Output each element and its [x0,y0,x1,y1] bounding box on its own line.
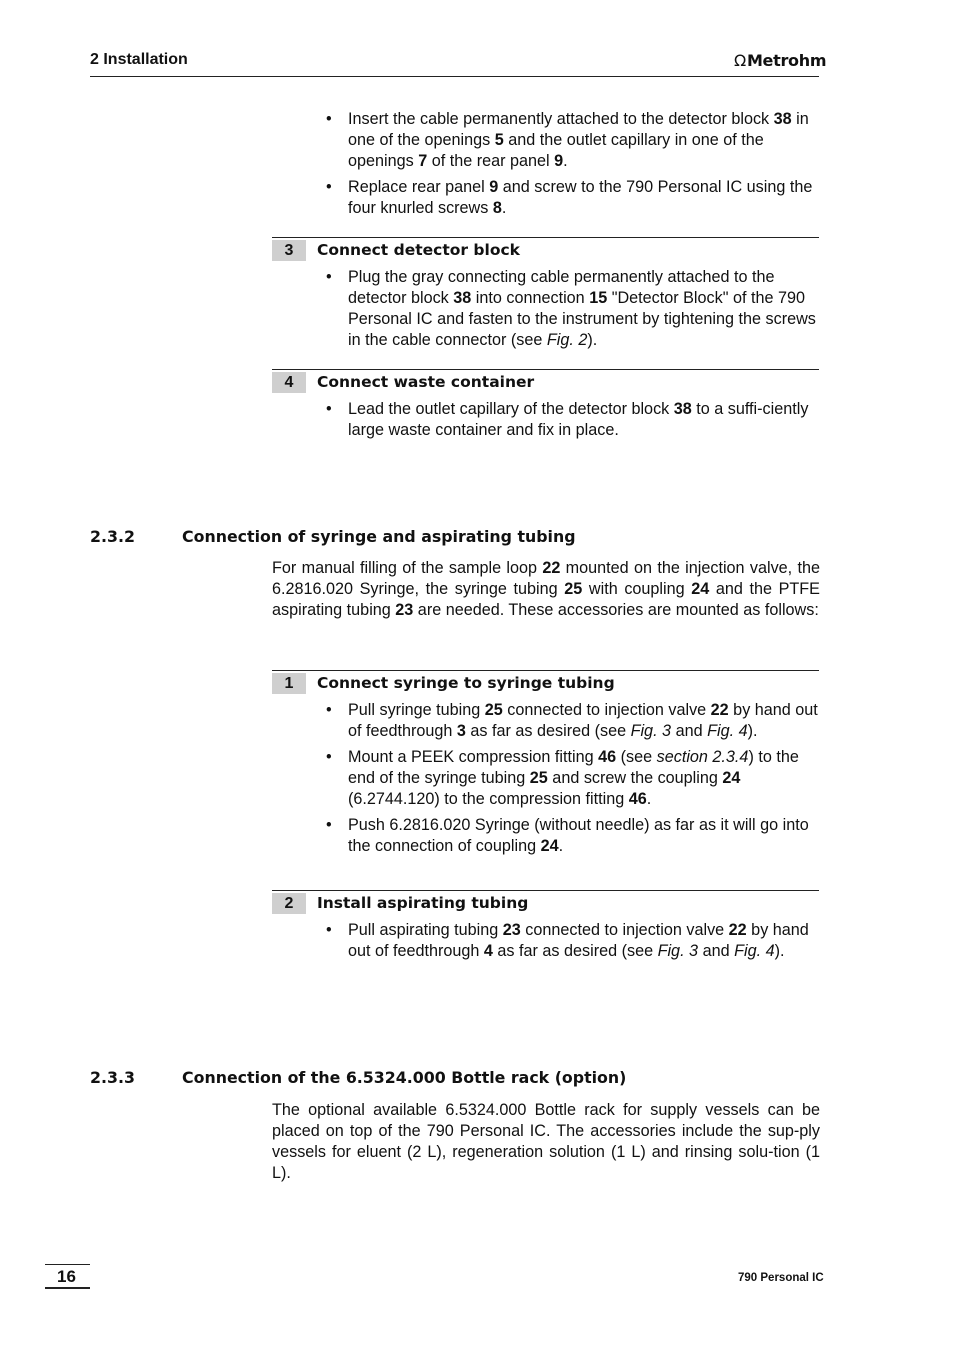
bullet-item: • Insert the cable permanently attached to the detector block 38 in one of the openings 5 and the outlet capillary in one of the openings 7 of the rear panel 9. [326,109,820,172]
header-rule [90,76,819,77]
step-number: 3 [272,240,306,261]
item-reference-number: 9 [489,178,499,196]
step-3-bullets [326,267,820,356]
step-1-bullets [326,700,820,862]
step-title: Connect syringe to syringe tubing [317,674,615,692]
item-reference-number: 7 [418,152,428,170]
section-heading-2-3-2 [90,527,576,546]
section-2-3-2-intro: For manual filling of the sample loop 22 mounted on the injection valve, the 6.2816.020 Syringe, the syringe tubing 25 with coupling 24 and the PTFE aspirating tubing 23 are needed. These accessories are mounted as follows: [272,559,820,619]
item-reference-number: 22 [728,921,747,939]
item-reference-number: 46 [598,748,617,766]
metrohm-logo [734,51,826,70]
item-reference-number: 25 [484,701,503,719]
bullet-item: • Replace rear panel 9 and screw to the 790 Personal IC using the four knurled screws 8. [326,177,820,219]
step-2 [272,890,819,912]
item-reference-number: 24 [540,837,559,855]
item-reference-number: 9 [554,152,564,170]
bullet-item: • Pull aspirating tubing 23 connected to injection valve 22 by hand out of feedthrough 4 as far as desired (see Fig. 3 and Fig. 4). [326,920,820,962]
section-number: 2.3.2 [90,527,135,546]
cross-reference: Fig. 2 [546,331,588,349]
bullet-item: • Pull syringe tubing 25 connected to injection valve 22 by hand out of feedthrough 3 as far as desired (see Fig. 3 and Fig. 4). [326,700,820,742]
cross-reference: Fig. 4 [734,942,775,960]
item-reference-number: 25 [564,580,583,598]
section-heading-2-3-3 [90,1068,626,1087]
item-reference-number: 38 [773,110,792,128]
step-2-bullets [326,920,820,967]
item-reference-number: 23 [395,601,414,619]
item-reference-number: 4 [483,942,493,960]
bullet-item: • Push 6.2816.020 Syringe (without needle) as far as it will go into the connection of coupling 24. [326,815,820,857]
step-title: Connect detector block [317,241,520,259]
top-bullet-list [326,109,820,224]
step-4 [272,369,819,391]
bullet-item: • Mount a PEEK compression fitting 46 (see section 2.3.4) to the end of the syringe tubing 25 and screw the coupling 24 (6.2744.120) to the compression fitting 46. [326,747,820,810]
page-number: 16 [45,1264,90,1289]
step-3 [272,237,819,259]
cross-reference: Fig. 4 [707,722,748,740]
bullet-item: • Lead the outlet capillary of the detector block 38 to a suffi-ciently large waste container and fix in place. [326,399,820,441]
step-1 [272,670,819,692]
step-title: Connect waste container [317,373,535,391]
item-reference-number: 3 [456,722,466,740]
item-reference-number: 38 [673,400,692,418]
item-reference-number: 22 [710,701,729,719]
step-number: 4 [272,372,306,393]
running-header-chapter: 2 Installation [90,51,188,68]
step-title: Install aspirating tubing [317,894,529,912]
item-reference-number: 22 [542,559,561,577]
section-title: Connection of the 6.5324.000 Bottle rack (option) [182,1068,627,1087]
step-number: 1 [272,673,306,694]
bullet-item: • Plug the gray connecting cable permanently attached to the detector block 38 into connection 15 "Detector Block" of the 790 Personal IC and fasten to the instrument by tightening the screws in the cable connector (see Fig. 2). [326,267,820,351]
section-2-3-3-text: The optional available 6.5324.000 Bottle rack for supply vessels can be placed on top of the 790 Personal IC. The accessories include the sup-ply vessels for eluent (2 L), regeneration solution (1 L) and rinsing solu-tion (1 L). [272,1101,820,1182]
cross-reference: Fig. 3 [630,722,672,740]
item-reference-number: 15 [589,289,608,307]
step-4-bullets [326,399,820,446]
item-reference-number: 46 [628,790,647,808]
footer-product: 790 Personal IC [738,1272,824,1284]
item-reference-number: 24 [722,769,741,787]
item-reference-number: 24 [691,580,710,598]
item-reference-number: 8 [492,199,502,217]
item-reference-number: 23 [502,921,521,939]
section-title: Connection of syringe and aspirating tubing [182,527,576,546]
item-reference-number: 5 [494,131,504,149]
item-reference-number: 38 [453,289,472,307]
section-number: 2.3.3 [90,1068,135,1087]
logo-text: Metrohm [746,51,827,70]
cross-reference: section 2.3.4 [656,748,749,766]
omega-logo-icon: Ω [734,51,746,70]
item-reference-number: 25 [529,769,548,787]
step-number: 2 [272,893,306,914]
cross-reference: Fig. 3 [657,942,699,960]
